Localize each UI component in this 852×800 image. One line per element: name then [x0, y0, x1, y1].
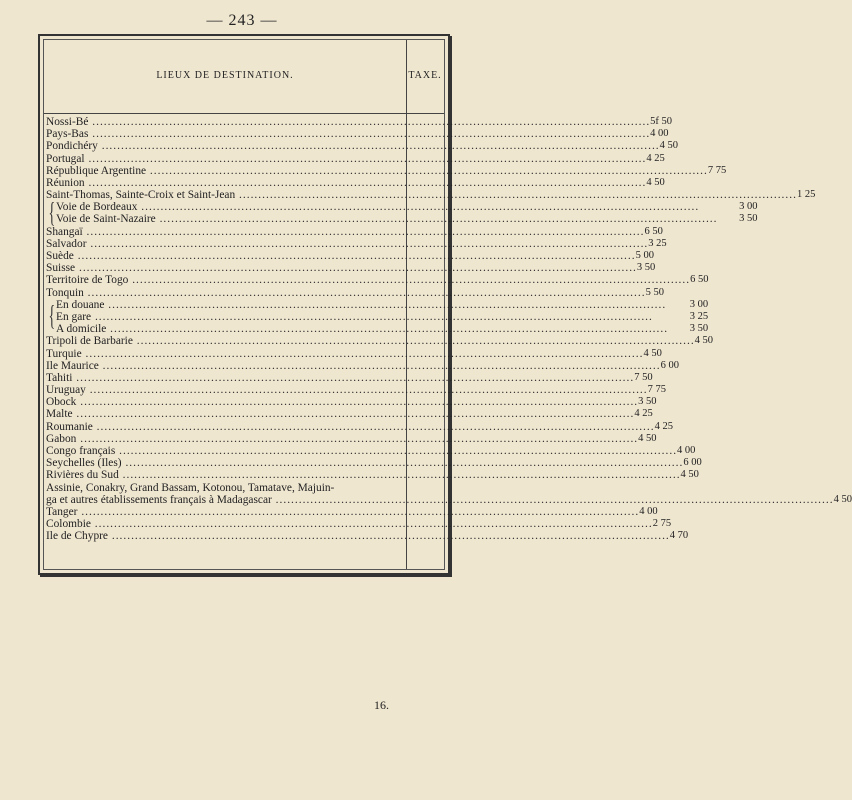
- table-row: [46, 420, 673, 433]
- row-tax: 4 50: [638, 432, 657, 444]
- page-number: — 243 —: [206, 12, 278, 29]
- row-tax: 4 50: [694, 335, 714, 347]
- row-label: Tahiti .....: [46, 372, 634, 384]
- row-tax: 4 25: [634, 408, 653, 420]
- row-label: Réunion .....: [46, 177, 646, 189]
- tunisie-group: [46, 298, 709, 336]
- row-label: Rivières du Sud .....: [46, 469, 681, 481]
- table-row: [46, 164, 727, 177]
- row-tax: 3 00: [689, 298, 709, 310]
- table-row: [46, 518, 672, 531]
- row-label: Congo français .....: [46, 445, 677, 457]
- row-label: Pays-Bas .....: [46, 128, 650, 140]
- row-label: Ile de Chypre .....: [46, 530, 670, 542]
- row-tax: 2 75: [652, 518, 672, 530]
- table-row: [56, 201, 758, 213]
- rows-group-d: [46, 505, 689, 543]
- row-label: Pondichéry .....: [46, 140, 660, 152]
- row-tax: 3 25: [689, 310, 709, 322]
- row-label: Shangaï .....: [46, 226, 644, 238]
- table-row: [46, 493, 852, 506]
- row-tax: 7 75: [707, 164, 727, 176]
- row-tax: 3 50: [689, 323, 709, 335]
- table-row: [56, 323, 708, 335]
- row-label: ga et autres établissements français à Madagascar .....: [46, 494, 834, 506]
- table-row: [46, 250, 654, 263]
- rows-group-b: [46, 225, 709, 299]
- row-label: Uruguay .....: [46, 384, 648, 396]
- row-label: Voie de Bordeaux .....: [56, 201, 718, 213]
- table-row: [46, 237, 667, 250]
- table-row: [46, 482, 442, 494]
- row-label: Suède .....: [46, 250, 636, 262]
- table-row: [46, 152, 665, 165]
- row-tax: 4 50: [659, 140, 679, 152]
- row-tax: 4 25: [646, 152, 665, 164]
- senegal-group: [46, 197, 758, 229]
- row-label: En douane .....: [56, 299, 668, 311]
- row-tax: 4 70: [669, 530, 689, 542]
- table-row: [46, 225, 663, 238]
- row-tax: 7 50: [634, 371, 653, 383]
- tunisie-subrows: [56, 299, 708, 336]
- table-row: [46, 286, 664, 299]
- table-row: [46, 128, 669, 141]
- table-row: [46, 189, 816, 202]
- row-label: Territoire de Togo .....: [46, 274, 690, 286]
- row-label: Seychelles (Iles) .....: [46, 457, 683, 469]
- brace: {: [48, 197, 56, 229]
- header-destination: LIEUX DE DESTINATION.: [156, 70, 294, 81]
- table-row: [56, 299, 708, 311]
- table-row: [46, 371, 653, 384]
- table-row: [56, 214, 758, 226]
- brace: {: [48, 301, 56, 333]
- row-tax: 6 50: [690, 274, 709, 286]
- table-row: [46, 445, 696, 458]
- row-label: A domicile .....: [56, 323, 668, 335]
- row-label: Ile Maurice .....: [46, 360, 661, 372]
- table-row: [46, 140, 679, 153]
- row-tax: 5f 50: [650, 115, 673, 127]
- row-tax: 6 00: [660, 359, 679, 371]
- table-body: [46, 115, 852, 543]
- row-label: Obock .....: [46, 396, 638, 408]
- row-tax: 4 50: [643, 347, 662, 359]
- table-row: [46, 469, 699, 482]
- table-row: [46, 115, 673, 128]
- row-label: Malte .....: [46, 408, 634, 420]
- table-row: [56, 311, 708, 323]
- folio-mark: 16.: [374, 698, 389, 712]
- row-label: Colombie .....: [46, 518, 653, 530]
- row-label: Roumanie .....: [46, 421, 655, 433]
- row-label: Nossi-Bé .....: [46, 116, 650, 128]
- row-tax: 4 25: [654, 420, 673, 432]
- row-tax: 5 00: [635, 250, 654, 262]
- table-row: [46, 457, 702, 470]
- table-row: [46, 176, 665, 189]
- rows-group-a: [46, 115, 816, 202]
- senegal-subrows: [56, 201, 758, 225]
- row-tax: 3 25: [648, 237, 667, 249]
- row-label: Voie de Saint-Nazaire .....: [56, 213, 718, 225]
- table-row: [46, 359, 679, 372]
- row-tax: 3 50: [739, 213, 758, 225]
- header-tax: TAXE.: [408, 70, 442, 81]
- row-label: Saint-Thomas, Sainte-Croix et Saint-Jean .....: [46, 189, 797, 201]
- row-label: Turquie .....: [46, 348, 643, 360]
- table-row: [46, 262, 656, 275]
- row-tax: 4 50: [833, 493, 852, 505]
- row-label: Portugal .....: [46, 153, 646, 165]
- row-tax: 5 50: [645, 286, 664, 298]
- row-label: Assinie, Conakry, Grand Bassam, Kotonou, Tamatave, Majuin-: [46, 481, 335, 494]
- row-tax: 3 00: [739, 201, 758, 213]
- row-label: Tonquin .....: [46, 287, 646, 299]
- row-label: Salvador .....: [46, 238, 648, 250]
- table-row: [46, 530, 689, 543]
- table-row: [46, 432, 657, 445]
- row-tax: 3 50: [638, 396, 657, 408]
- tariff-table: [38, 34, 852, 575]
- table-row: [46, 274, 709, 287]
- row-label: Suisse .....: [46, 262, 637, 274]
- row-tax: 4 00: [677, 445, 696, 457]
- table-row: [46, 347, 662, 360]
- row-tax: 6 50: [644, 225, 663, 237]
- table-row: [46, 335, 714, 348]
- rows-group-c: [46, 335, 714, 482]
- row-tax: 4 00: [639, 505, 658, 517]
- table-row: [46, 384, 666, 397]
- row-label: Tripoli de Barbarie .....: [46, 335, 695, 347]
- row-tax: 3 50: [636, 262, 656, 274]
- row-label: En gare .....: [56, 311, 668, 323]
- row-label: Tanger .....: [46, 506, 639, 518]
- row-label: Gabon .....: [46, 433, 638, 445]
- row-tax: 4 50: [680, 469, 699, 481]
- row-tax: 1 25: [796, 189, 816, 201]
- row-label: République Argentine .....: [46, 165, 708, 177]
- row-tax: 6 00: [683, 457, 702, 469]
- table-row: [46, 505, 658, 518]
- table-row: [46, 408, 653, 421]
- row-tax: 4 00: [650, 128, 669, 140]
- row-tax: 4 50: [646, 176, 665, 188]
- table-header: [44, 40, 444, 114]
- row-tax: 7 75: [647, 384, 666, 396]
- table-row: [46, 396, 657, 409]
